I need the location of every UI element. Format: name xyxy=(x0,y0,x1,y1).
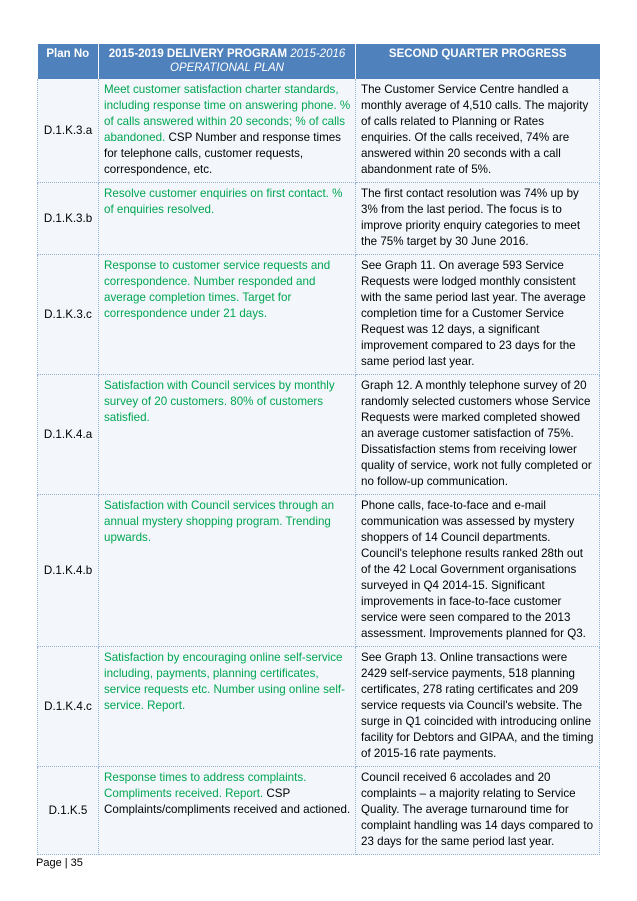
progress-text: The Customer Service Centre handled a monthly average of 4,510 calls. The majority of calls related to Planning or Rates enquiries. Of the calls received, 74% are answered within 20 seconds with a call abandonment rate of 5%. xyxy=(356,79,600,183)
plan-number: D.1.K.5 xyxy=(38,767,99,855)
plan-number: D.1.K.3.c xyxy=(38,255,99,375)
operational-plan-cell xyxy=(99,255,356,375)
plan-number: D.1.K.3.b xyxy=(38,183,99,255)
operational-plan-text: Satisfaction with Council services by monthly survey of 20 customers. 80% of customers satisfied. xyxy=(104,379,335,424)
table-row xyxy=(38,79,600,183)
progress-text: Phone calls, face-to-face and e-mail communication was assessed by mystery shoppers of 14 Council departments. Council's telephone results ranked 28th out of the 42 Local Government organisations surveyed in Q4 2014-15. Significant improvements in face-to-face customer service were seen compared to the 2013 assessment. Improvements planned for Q3. xyxy=(356,495,600,647)
header-delivery-program xyxy=(99,44,356,79)
progress-text: See Graph 11. On average 593 Service Requests were lodged monthly consistent with the same period last year. The average completion time for a Customer Service Request was 12 days, a significant improvement compared to 23 days for the same period last year. xyxy=(356,255,600,375)
header-operational-plan: OPERATIONAL PLAN xyxy=(170,62,284,74)
header-plan-no: Plan No xyxy=(38,44,99,79)
plan-number: D.1.K.3.a xyxy=(38,79,99,183)
operational-plan-cell xyxy=(99,79,356,183)
table-row xyxy=(38,375,600,495)
progress-text: The first contact resolution was 74% up by 3% from the last period. The focus is to improve priority enquiry categories to meet the 75% target by 30 June 2016. xyxy=(356,183,600,255)
operational-plan-cell xyxy=(99,183,356,255)
plan-number: D.1.K.4.c xyxy=(38,647,99,767)
csp-text: CSP Complaints/compliments received and actioned. xyxy=(104,787,351,816)
table-row xyxy=(38,183,600,255)
table-row xyxy=(38,495,600,647)
table-row xyxy=(38,255,600,375)
plan-number: D.1.K.4.a xyxy=(38,375,99,495)
progress-text: Graph 12. A monthly telephone survey of 20 randomly selected customers whose Service Requests were marked completed showed an average customer satisfaction of 75%. Dissatisfaction stems from receiving lower quality of service, work not fully completed or no follow-up communication. xyxy=(356,375,600,495)
header-progress: SECOND QUARTER PROGRESS xyxy=(356,44,600,79)
csp-text: CSP Number and response times for telephone calls, customer requests, correspondence, etc. xyxy=(104,131,341,176)
operational-plan-text: Response times to address complaints. Compliments received. Report. xyxy=(104,771,307,800)
table-row xyxy=(38,767,600,855)
page-number: Page | 35 xyxy=(36,857,83,869)
operational-plan-text: Resolve customer enquiries on first contact. % of enquiries resolved. xyxy=(104,187,343,216)
operational-plan-text: Response to customer service requests and correspondence. Number responded and average completion times. Target for correspondence under 21 days. xyxy=(104,259,331,320)
header-delivery-year: 2015-2016 xyxy=(290,48,346,60)
operational-plan-cell xyxy=(99,495,356,647)
plan-number: D.1.K.4.b xyxy=(38,495,99,647)
operational-plan-cell xyxy=(99,375,356,495)
progress-text: Council received 6 accolades and 20 complaints – a majority relating to Service Quality. The average turnaround time for complaint handling was 14 days compared to 23 days for the same period last year. xyxy=(356,767,600,855)
operational-plan-text: Satisfaction by encouraging online self-service including, payments, planning certificates, service requests etc. Number using online self-service. Report. xyxy=(104,651,346,712)
operational-plan-cell xyxy=(99,647,356,767)
table-row xyxy=(38,647,600,767)
progress-text: See Graph 13. Online transactions were 2429 self-service payments, 518 planning certificates, 278 rating certificates and 209 service requests via Council's website. The surge in Q1 coincided with introducing online facility for Debtors and GIPAA, and the timing of 2015-16 rate payments. xyxy=(356,647,600,767)
header-delivery-main: 2015-2019 DELIVERY PROGRAM xyxy=(108,48,288,60)
operational-plan-text: Satisfaction with Council services through an annual mystery shopping program. Trending upwards. xyxy=(104,499,335,544)
operational-plan-text: Meet customer satisfaction charter standards, including response time on answering phone. % of calls answered within 20 seconds; % of calls abandoned. xyxy=(104,83,351,144)
table-header-row xyxy=(38,44,600,79)
operational-plan-cell xyxy=(99,767,356,855)
delivery-program-table xyxy=(37,44,600,855)
